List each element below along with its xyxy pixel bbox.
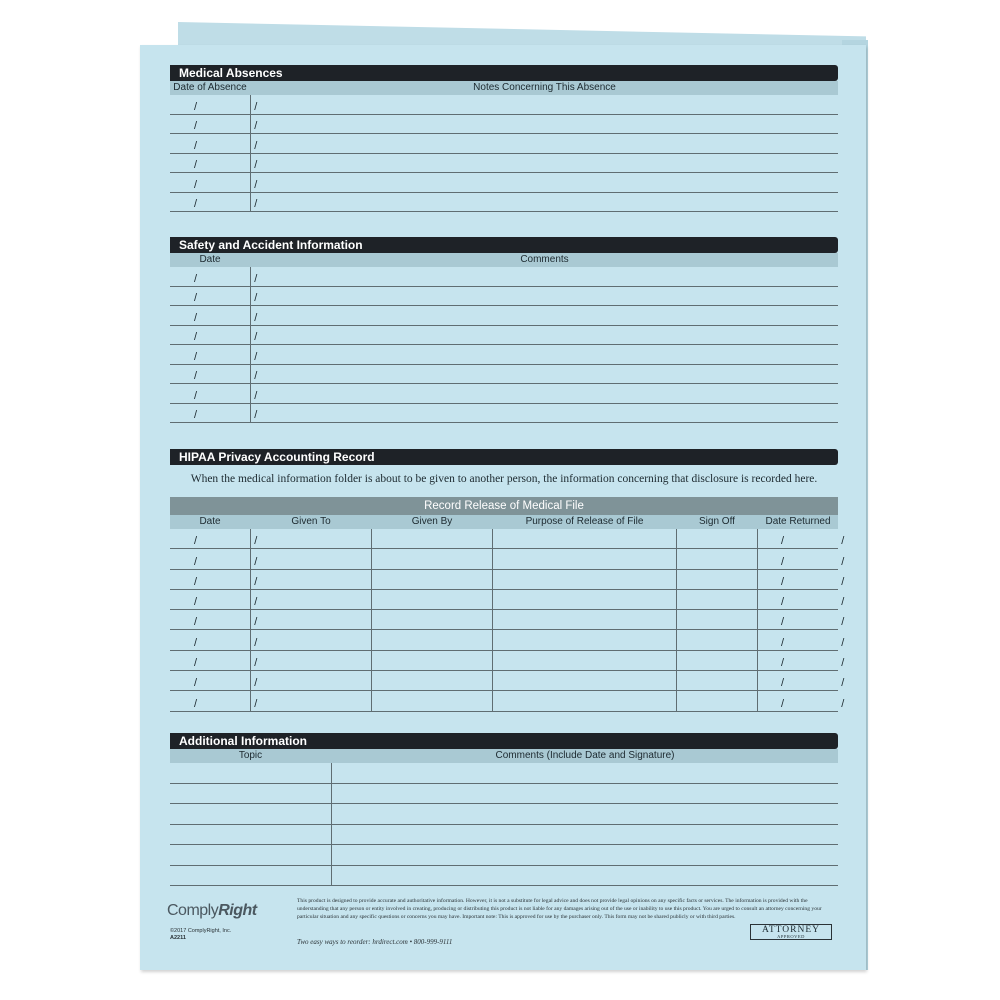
form-row[interactable] bbox=[170, 825, 838, 846]
form-row[interactable] bbox=[170, 610, 845, 630]
additional-info-section bbox=[170, 733, 838, 886]
form-row[interactable] bbox=[170, 267, 838, 287]
form-row[interactable] bbox=[170, 365, 838, 385]
form-row[interactable] bbox=[170, 384, 838, 404]
column-header-purpose: Purpose of Release of File bbox=[525, 516, 644, 527]
date-returned-blank: / / bbox=[781, 575, 845, 588]
form-row[interactable] bbox=[170, 345, 838, 365]
column-header-comments: Comments (Include Date and Signature) bbox=[495, 750, 675, 761]
section-header: HIPAA Privacy Accounting Record bbox=[170, 449, 838, 465]
column-header-given-by: Given By bbox=[411, 516, 453, 527]
medical-absences-section bbox=[170, 65, 838, 212]
form-row[interactable] bbox=[170, 549, 845, 569]
form-row[interactable] bbox=[170, 651, 845, 671]
date-returned-blank: / / bbox=[781, 596, 845, 609]
date-blank: / / bbox=[194, 535, 258, 548]
column-header-date: Date bbox=[199, 254, 221, 265]
record-release-title: Record Release of Medical File bbox=[170, 497, 838, 515]
date-blank: / / bbox=[194, 409, 258, 421]
column-header-date-returned: Date Returned bbox=[765, 516, 831, 527]
form-row[interactable] bbox=[170, 691, 845, 711]
form-row[interactable] bbox=[170, 784, 838, 805]
badge-sub-text: APPROVED bbox=[777, 934, 805, 939]
form-row[interactable] bbox=[170, 866, 838, 887]
column-header-row bbox=[170, 515, 838, 529]
date-blank: / / bbox=[194, 616, 258, 629]
column-header-comments: Comments bbox=[520, 254, 569, 265]
copyright-block bbox=[170, 928, 231, 942]
reorder-text: Two easy ways to reorder: hrdirect.com • 800-999-9111 bbox=[297, 938, 453, 946]
complyright-logo: ComplyRight bbox=[167, 902, 257, 919]
column-header-sign-off: Sign Off bbox=[699, 516, 735, 527]
form-row[interactable] bbox=[170, 671, 845, 691]
column-header-given-to: Given To bbox=[291, 516, 331, 527]
form-row[interactable] bbox=[170, 804, 838, 825]
date-returned-blank: / / bbox=[781, 636, 845, 649]
form-row[interactable] bbox=[170, 326, 838, 346]
column-header-topic: Topic bbox=[238, 750, 263, 761]
form-row[interactable] bbox=[170, 115, 838, 135]
additional-rows bbox=[170, 763, 838, 886]
date-blank: / / bbox=[194, 100, 258, 113]
form-row[interactable] bbox=[170, 173, 838, 193]
date-blank: / / bbox=[194, 370, 258, 382]
form-row[interactable] bbox=[170, 95, 838, 115]
date-blank: / / bbox=[194, 178, 258, 191]
column-header-row bbox=[170, 253, 838, 267]
column-header-row bbox=[170, 749, 838, 763]
section-header: Medical Absences bbox=[170, 65, 838, 81]
date-blank: / / bbox=[194, 120, 258, 132]
date-blank: / / bbox=[194, 575, 258, 588]
date-blank: / / bbox=[194, 292, 258, 304]
safety-rows bbox=[170, 267, 838, 423]
date-blank: / / bbox=[194, 677, 258, 690]
form-row[interactable] bbox=[170, 193, 838, 213]
form-row[interactable] bbox=[170, 404, 838, 424]
column-header-notes: Notes Concerning This Absence bbox=[473, 82, 616, 93]
form-row[interactable] bbox=[170, 134, 838, 154]
release-rows bbox=[170, 529, 845, 712]
form-row[interactable] bbox=[170, 590, 845, 610]
badge-main-text: ATTORNEY bbox=[762, 925, 820, 935]
date-returned-blank: / / bbox=[781, 697, 845, 710]
hipaa-section bbox=[170, 449, 838, 465]
date-blank: / / bbox=[194, 159, 258, 171]
form-row[interactable] bbox=[170, 845, 838, 866]
form-row[interactable] bbox=[170, 154, 838, 174]
date-returned-blank: / / bbox=[781, 616, 845, 629]
date-returned-blank: / / bbox=[781, 677, 845, 690]
form-row[interactable] bbox=[170, 287, 838, 307]
form-row[interactable] bbox=[170, 306, 838, 326]
safety-section bbox=[170, 237, 838, 423]
date-blank: / / bbox=[194, 198, 258, 210]
date-blank: / / bbox=[194, 331, 258, 343]
form-row[interactable] bbox=[170, 630, 845, 650]
date-blank: / / bbox=[194, 555, 258, 568]
column-header-row bbox=[170, 81, 838, 95]
date-returned-blank: / / bbox=[781, 555, 845, 568]
hipaa-intro-text: When the medical information folder is about to be given to another person, the information concerning that disclosure is recorded here. bbox=[190, 473, 818, 485]
record-release-table bbox=[170, 497, 845, 712]
absence-rows bbox=[170, 95, 838, 212]
section-header: Safety and Accident Information bbox=[170, 237, 838, 253]
column-header-date-of-absence: Date of Absence bbox=[173, 82, 247, 93]
date-blank: / / bbox=[194, 657, 258, 670]
date-blank: / / bbox=[194, 389, 258, 402]
date-blank: / / bbox=[194, 350, 258, 363]
date-blank: / / bbox=[194, 636, 258, 649]
date-returned-blank: / / bbox=[781, 535, 845, 548]
legal-disclaimer: This product is designed to provide accurate and authoritative information. However, it is not a substitute for legal advice and does not provide legal opinions on any specific facts or services. The information is provided with the understanding that any person or entity involved in creating, producing or distributing this product is not liable for any damages arising out of the use or inability to use this product. You are urged to consult an attorney concerning your particular situation and any specific questions or concerns you may have. Important note: This is approved for use by the purchaser only. This form may not be shared publicly or with third parties. bbox=[297, 898, 822, 920]
column-header-date: Date bbox=[199, 516, 221, 527]
date-blank: / / bbox=[194, 596, 258, 609]
form-row[interactable] bbox=[170, 570, 845, 590]
date-returned-blank: / / bbox=[781, 657, 845, 670]
form-number: A2211 bbox=[170, 935, 186, 941]
form-row[interactable] bbox=[170, 763, 838, 784]
date-blank: / / bbox=[194, 139, 258, 152]
form-row[interactable] bbox=[170, 529, 845, 549]
date-blank: / / bbox=[194, 311, 258, 324]
date-blank: / / bbox=[194, 697, 258, 710]
date-blank: / / bbox=[194, 272, 258, 285]
copyright-text: ©2017 ComplyRight, Inc. bbox=[170, 928, 232, 934]
section-header: Additional Information bbox=[170, 733, 838, 749]
attorney-approved-badge bbox=[750, 924, 832, 940]
